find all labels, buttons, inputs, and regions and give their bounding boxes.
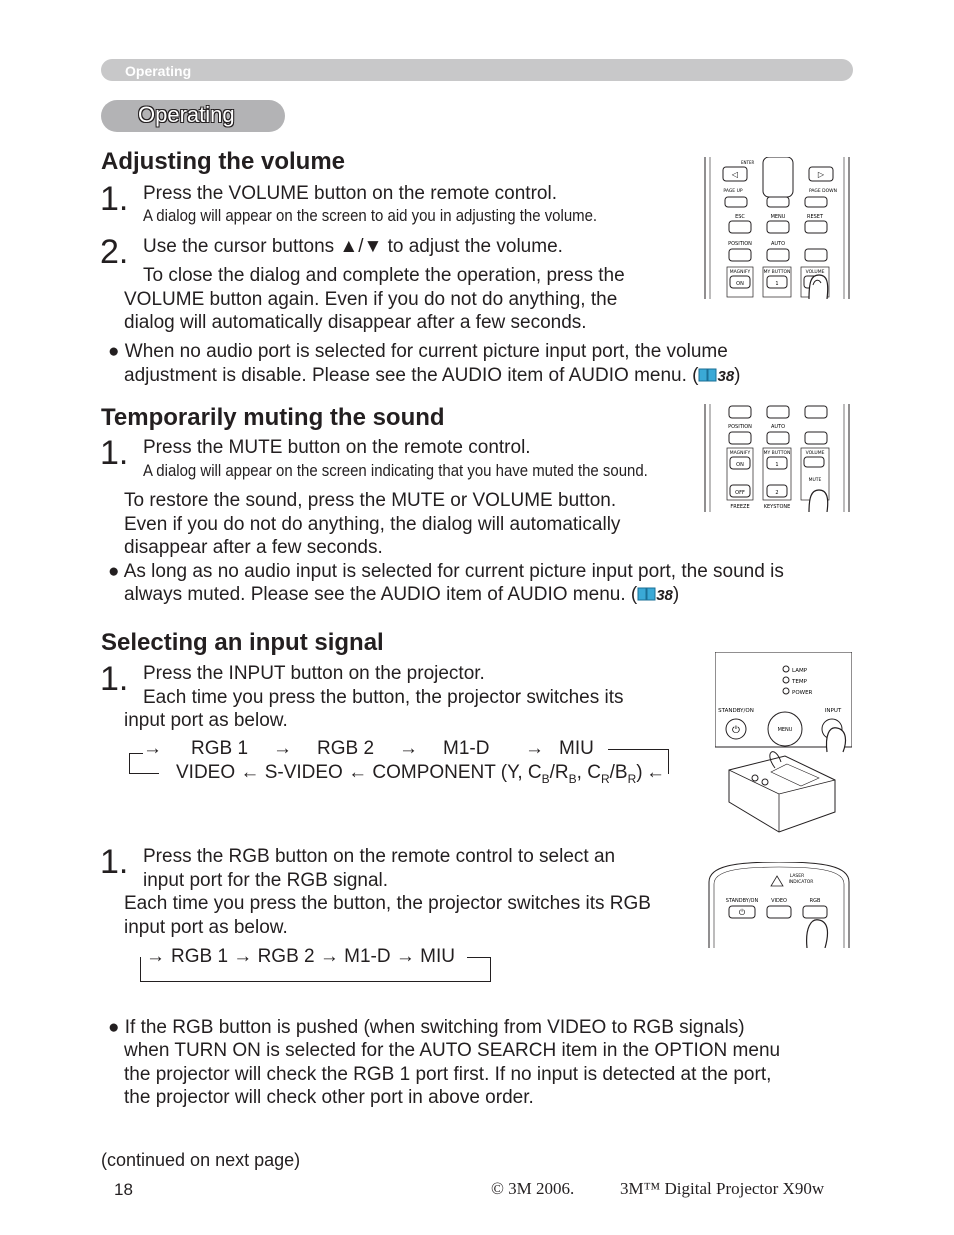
svg-text:2: 2: [775, 490, 779, 496]
svg-text:TEMP: TEMP: [792, 679, 807, 685]
cycle-arrow: ←: [646, 762, 665, 783]
cycle-item: RGB 2: [317, 738, 375, 759]
svg-text:PAGE DOWN: PAGE DOWN: [808, 189, 838, 194]
cycle-connector: [140, 981, 490, 982]
mute-note: ● As long as no audio input is selected for current picture input port, the sound is: [108, 561, 784, 582]
page-reference[interactable]: 38: [717, 368, 735, 385]
rgb-note: the projector will check the RGB 1 port first. If no input is detected at the port,: [124, 1064, 772, 1085]
product-name: 3M™ Digital Projector X90w: [620, 1179, 825, 1198]
input-step2-text: input port as below.: [124, 917, 288, 938]
svg-text:LASER: LASER: [789, 874, 805, 879]
section-tab-label: Operating: [125, 63, 192, 79]
cycle-connector: [467, 957, 491, 982]
page-number: 18: [114, 1180, 133, 1199]
volume-step1-text: Press the VOLUME button on the remote control.: [143, 183, 557, 204]
svg-text:PAGE UP: PAGE UP: [723, 189, 743, 194]
input-step1-text: Each time you press the button, the projector switches its: [143, 687, 624, 708]
svg-text:ON: ON: [736, 462, 744, 468]
rgb-note: when TURN ON is selected for the AUTO SEARCH item in the OPTION menu: [124, 1040, 781, 1061]
svg-text:POSITION: POSITION: [728, 241, 752, 247]
volume-step2-text: Use the cursor buttons ▲/▼ to adjust the volume.: [143, 236, 563, 257]
cycle-arrow: →: [273, 738, 292, 759]
cycle-connector: [129, 753, 143, 754]
page-reference[interactable]: 38: [656, 587, 673, 604]
mute-para: To restore the sound, press the MUTE or VOLUME button.: [124, 490, 617, 511]
cycle-bottom-row: VIDEO ← S-VIDEO ← COMPONENT (Y, $C_B/R_B$, $C_R/B_R$): [176, 762, 643, 786]
svg-text:ESC: ESC: [735, 214, 745, 220]
svg-text:MAGNIFY: MAGNIFY: [729, 270, 751, 275]
heading-selecting-input: Selecting an input signal: [101, 629, 384, 656]
heading-adjusting-volume: Adjusting the volume: [101, 148, 346, 175]
mute-para: Even if you do not do anything, the dialog will automatically: [124, 514, 621, 535]
heading-muting-sound: Temporarily muting the sound: [101, 404, 445, 431]
volume-step2-para: dialog will automatically disappear after a few seconds.: [124, 312, 587, 333]
svg-text:MAGNIFY: MAGNIFY: [729, 451, 751, 456]
svg-text:MENU: MENU: [770, 214, 786, 220]
remote-rgb-figure: [705, 862, 853, 948]
svg-text:MUTE: MUTE: [808, 478, 822, 483]
book-icon: [698, 367, 717, 383]
section-tab-bar: [101, 59, 853, 81]
svg-text:POWER: POWER: [792, 690, 813, 696]
rgb-cycle-diagram: [140, 944, 495, 984]
volume-step1-subtext: A dialog will appear on the screen to aid you in adjusting the volume.: [143, 206, 598, 225]
svg-text:VOLUME: VOLUME: [805, 270, 825, 275]
volume-note: ● When no audio port is selected for current picture input port, the volume: [108, 341, 728, 362]
svg-text:AUTO: AUTO: [770, 241, 786, 247]
mute-para: disappear after a few seconds.: [124, 537, 383, 558]
svg-text:1: 1: [775, 281, 779, 287]
svg-text:ON: ON: [736, 281, 744, 287]
svg-text:POSITION: POSITION: [728, 424, 752, 430]
mute-step1-subtext: A dialog will appear on the screen indicating that you have muted the sound.: [143, 461, 648, 480]
step-number: 2.: [100, 233, 129, 271]
svg-text:AUTO: AUTO: [770, 424, 786, 430]
mute-step1-text: Press the MUTE button on the remote control.: [143, 437, 531, 458]
remote-mute-figure: [701, 404, 853, 512]
svg-text:STANDBY/ON: STANDBY/ON: [718, 708, 754, 714]
cycle-item: MIU: [559, 738, 594, 759]
cycle-connector: [129, 773, 159, 774]
svg-text:RGB: RGB: [809, 898, 821, 904]
step-number: 1.: [100, 843, 129, 881]
input-step2-text: Press the RGB button on the remote control to select an: [143, 846, 616, 867]
step-number: 1.: [100, 660, 129, 698]
mute-note-line2: always muted. Please see the AUDIO item of AUDIO menu. ( 38): [124, 584, 680, 605]
svg-text:⏻: ⏻: [732, 725, 740, 736]
cycle-arrow: →: [525, 738, 544, 759]
svg-text:INPUT: INPUT: [824, 708, 842, 714]
cycle-arrow: →: [399, 738, 418, 759]
svg-text:LAMP: LAMP: [792, 668, 808, 674]
svg-text:RESET: RESET: [806, 214, 824, 220]
volume-step2-para: To close the dialog and complete the operation, press the: [143, 265, 625, 286]
step-number: 1.: [100, 180, 129, 218]
input-cycle-diagram: [114, 736, 674, 786]
svg-text:◁: ◁: [731, 170, 739, 179]
svg-text:⏻: ⏻: [738, 908, 746, 917]
input-step2-text: input port for the RGB signal.: [143, 870, 389, 891]
svg-text:ENTER: ENTER: [741, 160, 755, 165]
cycle-item: M1-D: [443, 738, 490, 759]
book-icon: [637, 586, 656, 602]
rgb-note: ● If the RGB button is pushed (when switching from VIDEO to RGB signals): [108, 1017, 745, 1038]
cycle-arrow: →: [143, 738, 162, 759]
cycle-item: RGB 1: [191, 738, 249, 759]
cycle-arrow: →: [146, 946, 165, 967]
section-title-pill: [101, 100, 285, 132]
remote-volume-figure: [701, 157, 853, 299]
projector-figure: [715, 652, 852, 844]
section-title: Operating: [138, 102, 235, 127]
svg-text:KEYSTONE: KEYSTONE: [763, 504, 791, 510]
copyright: © 3M 2006.: [491, 1179, 575, 1198]
continued-note: (continued on next page): [101, 1150, 301, 1170]
cycle-connector: [129, 753, 142, 773]
svg-text:FREEZE: FREEZE: [730, 504, 750, 510]
input-step1-text: input port as below.: [124, 710, 288, 731]
svg-text:VOLUME: VOLUME: [805, 451, 825, 456]
rgb-note: the projector will check other port in above order.: [124, 1087, 534, 1108]
svg-text:OFF: OFF: [735, 490, 745, 496]
svg-text:1: 1: [775, 462, 779, 468]
svg-text:VIDEO: VIDEO: [771, 898, 787, 904]
input-step2-text: Each time you press the button, the projector switches its RGB: [124, 893, 651, 914]
input-step1-text: Press the INPUT button on the projector.: [143, 663, 485, 684]
svg-text:MENU: MENU: [777, 727, 793, 733]
volume-step2-para: VOLUME button again. Even if you do not do anything, the: [124, 289, 618, 310]
volume-note-line2: adjustment is disable. Please see the AUDIO item of AUDIO menu. ( 38): [124, 365, 741, 386]
rgb-cycle-text: RGB 1 → RGB 2 → M1-D → MIU: [171, 946, 455, 967]
svg-text:MY BUTTON: MY BUTTON: [763, 270, 791, 275]
svg-text:MY BUTTON: MY BUTTON: [763, 451, 791, 456]
svg-text:INDICATOR: INDICATOR: [788, 880, 814, 885]
step-number: 1.: [100, 434, 129, 472]
svg-text:STANDBY/ON: STANDBY/ON: [725, 898, 759, 904]
svg-text:▷: ▷: [817, 170, 825, 179]
cycle-connector: [140, 957, 147, 982]
